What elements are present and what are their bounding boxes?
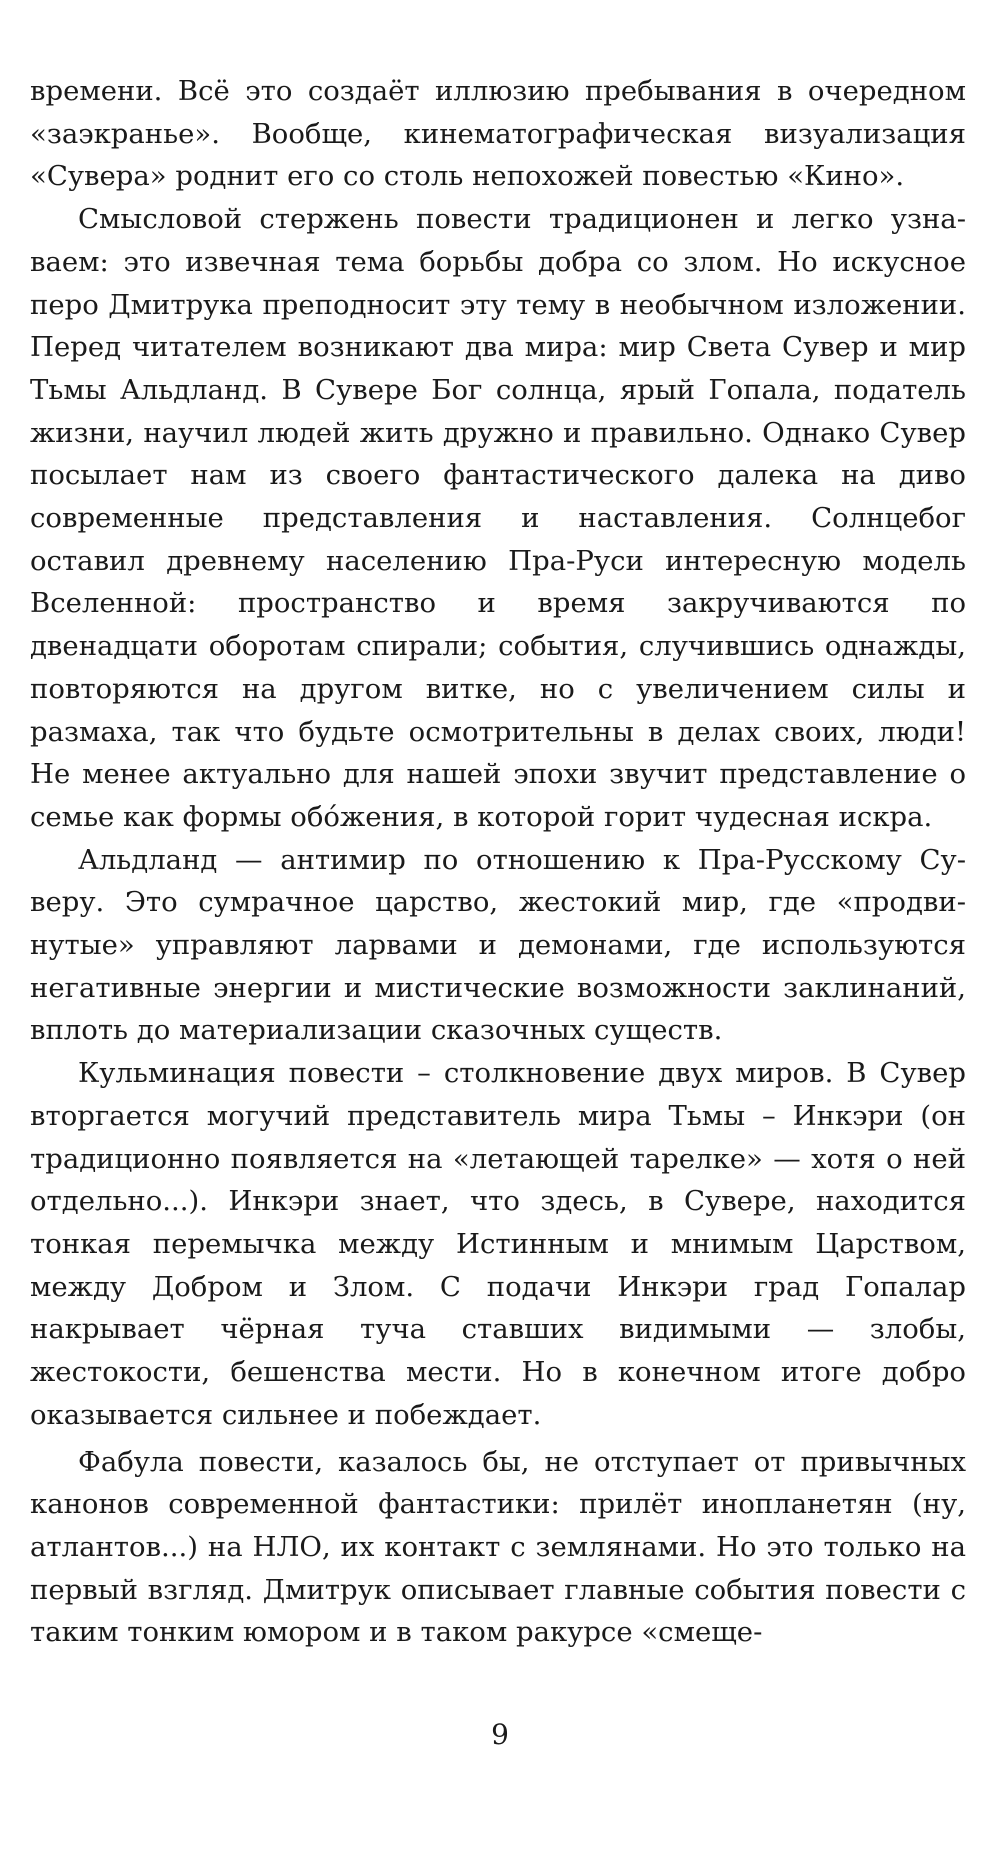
paragraph-4: Кульминация повести – столкновение двух миров. В Сувер вторгается могучий представитель мира Тьмы – Инкэри (он традиционно появляется на «летающей тарелке» — хотя о ней отдельно...). Инкэри знает, что здесь, в Сувере, находится тонкая перемычка между Истинным и мнимым Царством, между Добром и Злом. С подачи Инкэри град Гопалар накрывает чёрная туча ставших видимыми — злобы, жестокости, бешенства мести. Но в конечном итоге добро оказывается сильнее и побеждает. <box>30 1057 966 1431</box>
page-body <box>30 70 966 1654</box>
page-number: 9 <box>491 1718 509 1751</box>
paragraph-5: Фабула повести, казалось бы, не отступает от привычных канонов современной фантастики: прилёт инопланетян (ну, атлантов...) на НЛО, их контакт с землянами. Но это только на первый взгляд. Дмитрук описывает главные события повести с таким тонким юмором и в таком ракурсе «смеще- <box>30 1445 966 1649</box>
paragraph-3: Альдланд — антимир по отношению к Пра-Русскому Суверу. Это сумрачное царство, жестокий мир, где «продвинутые» управляют ларвами и демонами, где используются негативные энергии и мистические возможности заклинаний, вплоть до материализации сказочных существ. <box>30 843 966 1047</box>
paragraph-2: Смысловой стержень повести традиционен и легко узнаваем: это извечная тема борьбы добра со злом. Но искусное перо Дмитрука преподносит эту тему в необычном изложении. Перед читателем возникают два мира: мир Света Сувер и мир Тьмы Альдланд. В Сувере Бог солнца, ярый Гопала, податель жизни, научил людей жить дружно и правильно. Однако Сувер посылает нам из своего фантастического далека на диво современные представления и наставления. Солнцебог оставил древнему населению Пра-Руси интересную модель Вселенной: пространство и время закручиваются по двенадцати оборотам спирали; события, случившись однажды, повторяются на другом витке, но с увеличением силы и размаха, так что будьте осмотрительны в делах своих, люди! Не менее актуально для нашей эпохи звучит представление о семье как формы обóжения, в которой горит чудесная искра. <box>30 203 966 833</box>
paragraph-1: времени. Всё это создаёт иллюзию пребывания в очередном «заэкранье». Вообще, кинематографическая визуализация «Сувера» роднит его со столь непохожей повестью «Кино». <box>30 75 966 193</box>
